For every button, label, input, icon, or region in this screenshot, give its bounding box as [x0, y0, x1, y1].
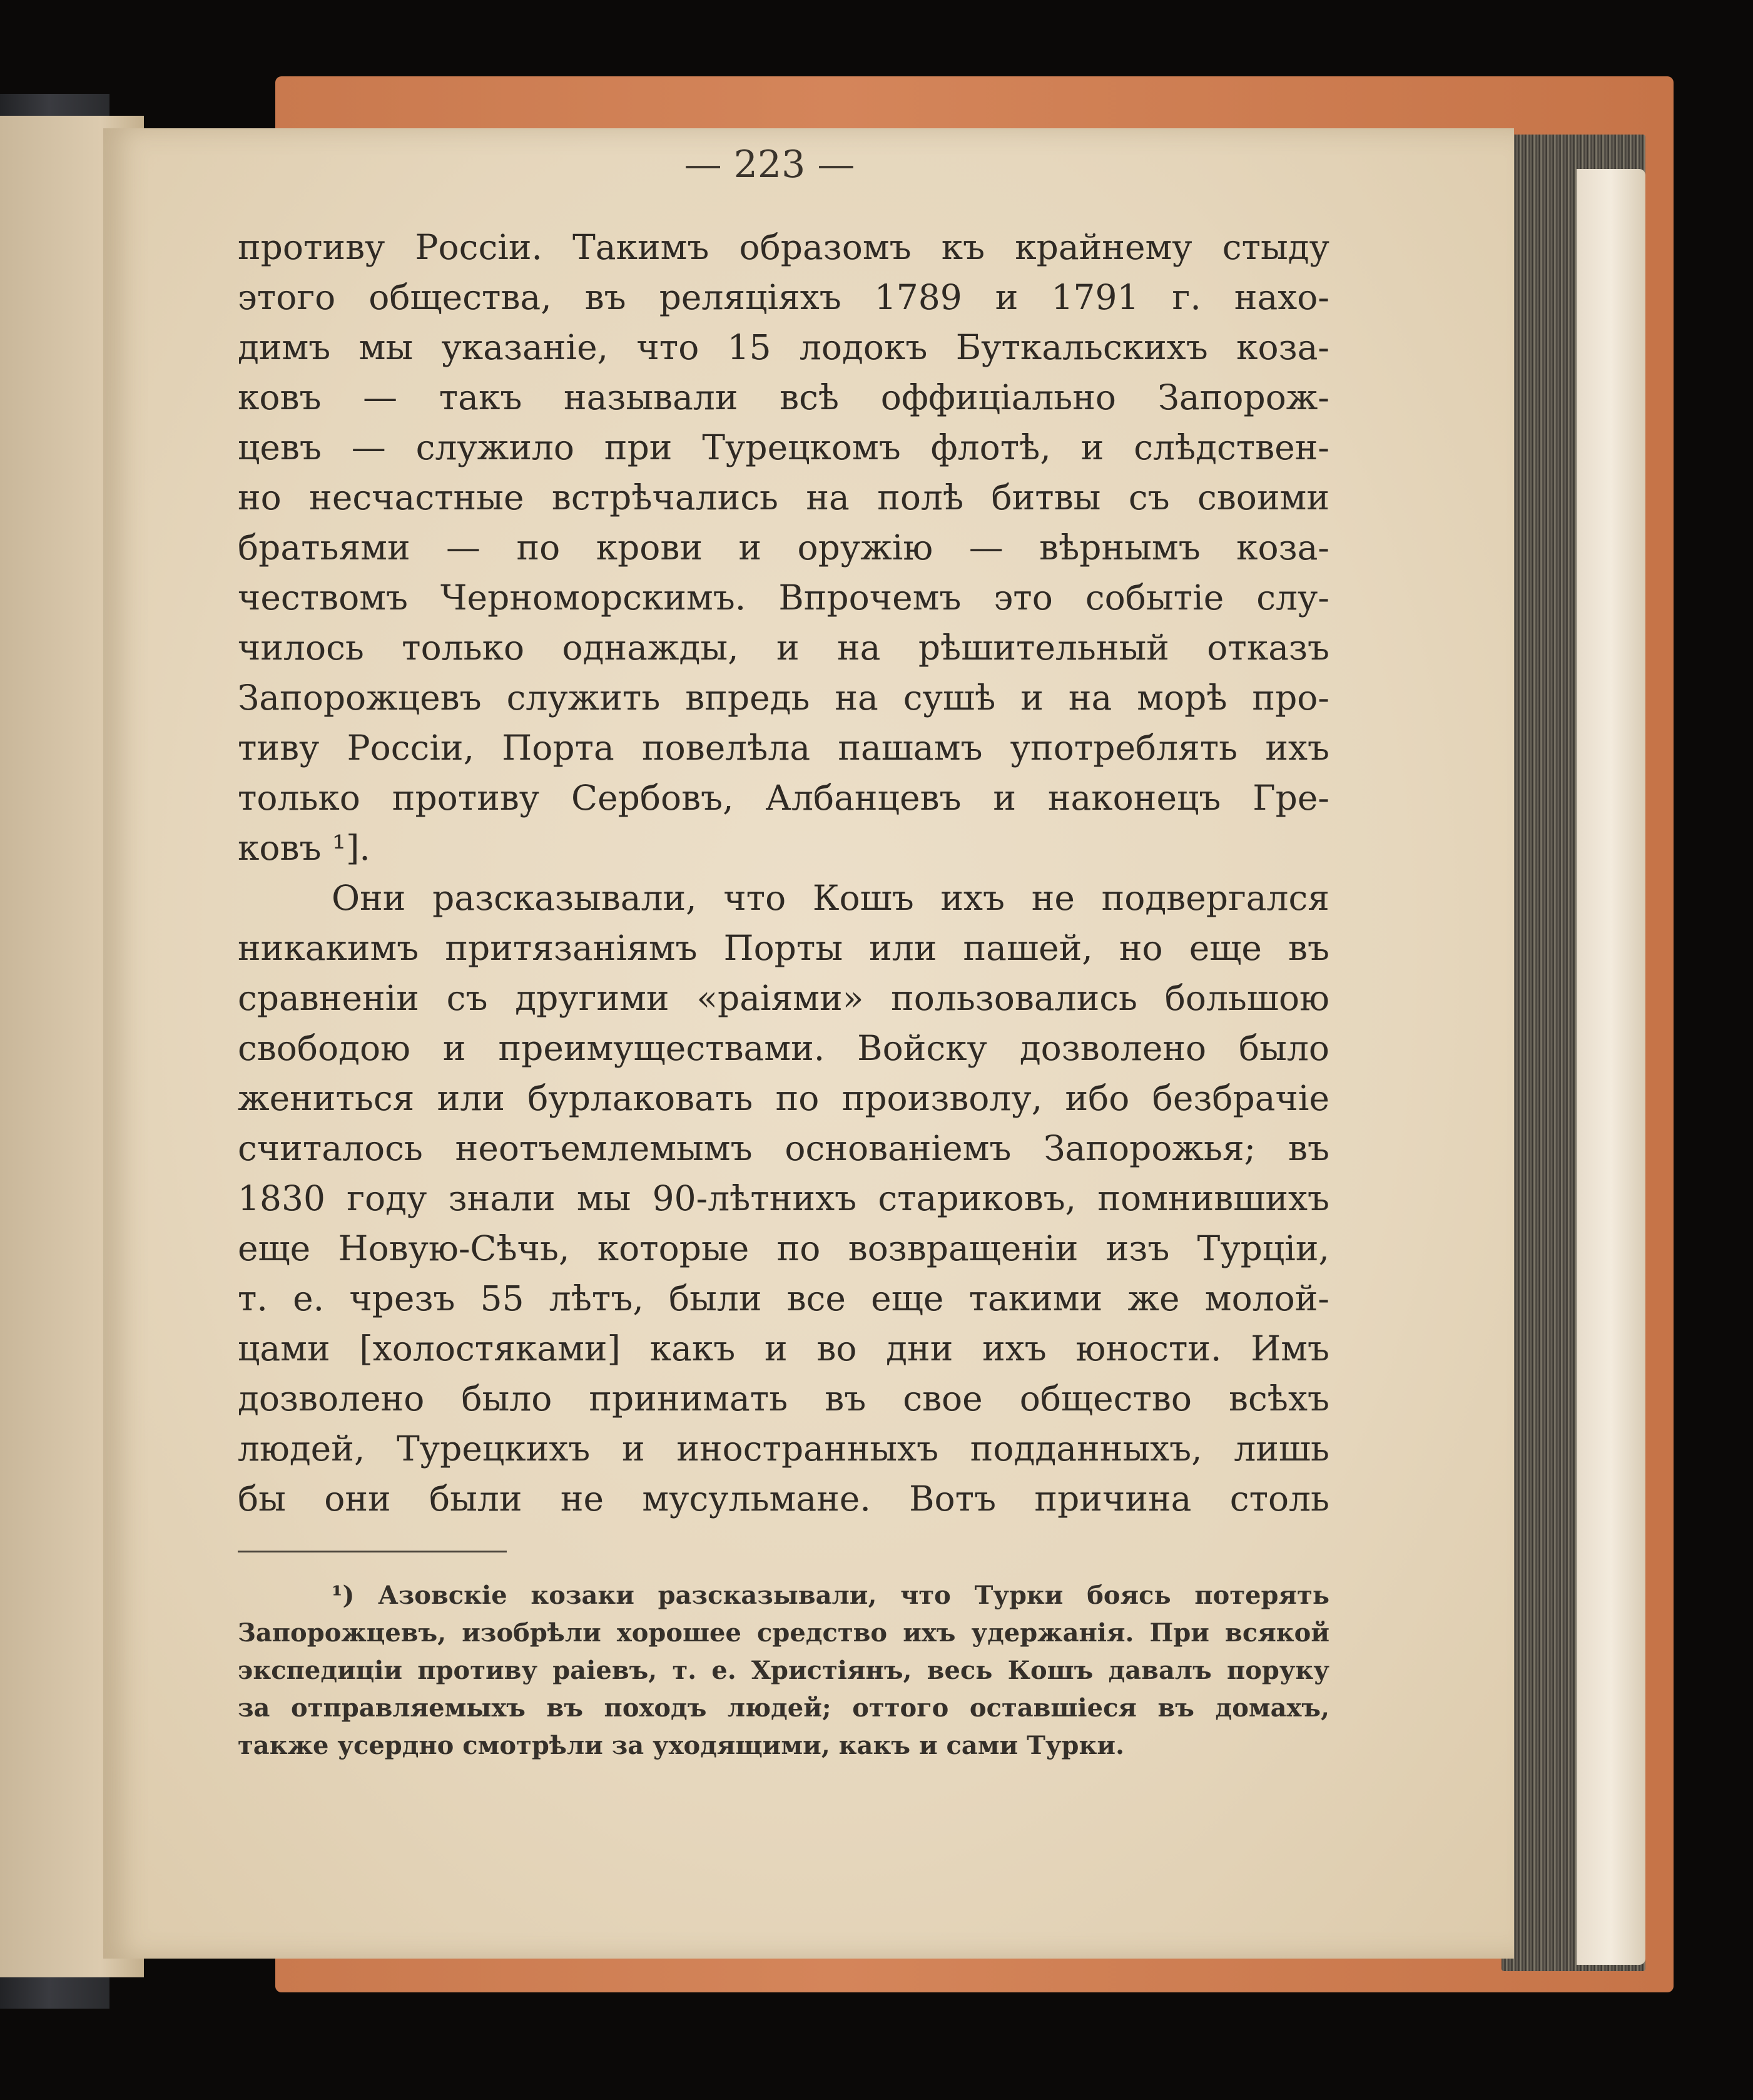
text-line: людей, Турецкихъ и иностранныхъ подданныхъ, лишь	[238, 1429, 1329, 1469]
body-text	[238, 222, 1329, 1524]
text-line: ковъ — такъ называли всѣ оффиціально Запорож-	[238, 377, 1329, 417]
text-line: этого общества, въ реляціяхъ 1789 и 1791 г. нахо-	[238, 277, 1329, 317]
text-line: чилось только однажды, и на рѣшительный отказъ	[238, 628, 1329, 668]
text-line: противу Россіи. Такимъ образомъ къ крайнему стыду	[238, 227, 1329, 267]
text-line: жениться или бурлаковать по произволу, ибо безбрачіе	[238, 1078, 1329, 1118]
text-line: но несчастные встрѣчались на полѣ битвы съ своими	[238, 477, 1329, 517]
text-line: еще Новую-Сѣчь, которые по возвращеніи изъ Турціи,	[238, 1228, 1329, 1268]
page-edges-light	[1577, 169, 1645, 1965]
page-number: — 223 —	[684, 143, 855, 186]
text-line: дозволено было принимать въ свое общество всѣхъ	[238, 1379, 1329, 1419]
text-line: тиву Россіи, Порта повелѣла пашамъ употреблять ихъ	[238, 728, 1329, 768]
text-line: Запорожцевъ служить впредь на сушѣ и на морѣ про-	[238, 678, 1329, 718]
footnote-line: экспедиціи противу раіевъ, т. е. Христіянъ, весь Кошъ давалъ поруку	[238, 1656, 1329, 1685]
text-line: 1830 году знали мы 90-лѣтнихъ стариковъ, помнившихъ	[238, 1178, 1329, 1218]
text-line: цами [холостяками] какъ и во дни ихъ юности. Имъ	[238, 1328, 1329, 1369]
text-line: считалось неотъемлемымъ основаніемъ Запорожья; въ	[238, 1128, 1329, 1168]
text-line: братьями — по крови и оружію — вѣрнымъ коза-	[238, 528, 1329, 568]
text-line: сравненіи съ другими «раіями» пользовались большою	[238, 978, 1329, 1018]
footnote-line: также усердно смотрѣли за уходящими, какъ и сами Турки.	[238, 1731, 1124, 1760]
footnote-line: за отправляемыхъ въ походъ людей; оттого оставшіеся въ домахъ,	[238, 1693, 1329, 1723]
text-line: бы они были не мусульмане. Вотъ причина столь	[238, 1479, 1329, 1519]
text-line: только противу Сербовъ, Албанцевъ и наконецъ Гре-	[238, 778, 1329, 818]
text-line: свободою и преимуществами. Войску дозволено было	[238, 1028, 1329, 1068]
text-line: ковъ ¹].	[238, 828, 370, 868]
footnote	[238, 1577, 1329, 1765]
footnote-line: Запорожцевъ, изобрѣли хорошее средство ихъ удержанія. При всякой	[238, 1618, 1329, 1648]
text-line: т. е. чрезъ 55 лѣтъ, были все еще такими же молой-	[238, 1278, 1329, 1318]
text-line: димъ мы указаніе, что 15 лодокъ Буткальскихъ коза-	[238, 327, 1329, 367]
text-line: никакимъ притязаніямъ Порты или пашей, но еще въ	[238, 928, 1329, 968]
text-line: цевъ — служило при Турецкомъ флотѣ, и слѣдствен-	[238, 427, 1329, 467]
text-line: чествомъ Черноморскимъ. Впрочемъ это событіе слу-	[238, 578, 1329, 618]
footnote-line: ¹) Азовскіе козаки разсказывали, что Турки боясь потерять	[332, 1581, 1329, 1610]
footnote-separator	[238, 1551, 507, 1552]
text-line: Они разсказывали, что Кошъ ихъ не подвергался	[332, 878, 1329, 918]
